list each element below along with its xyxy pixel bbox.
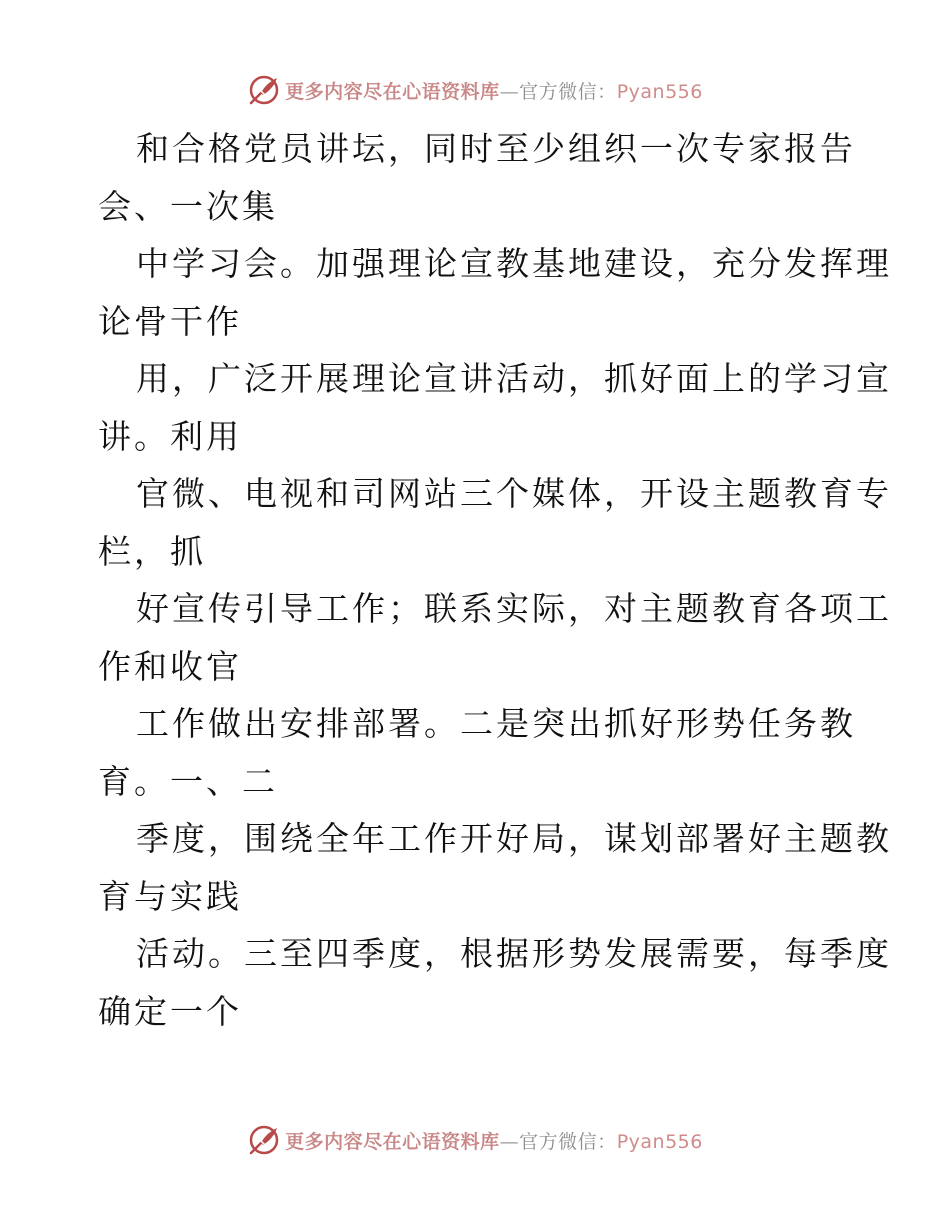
footer-watermark [0,1120,950,1160]
paragraph-line: 季度，围绕全年工作开好局，谋划部署好主题教 [136,819,892,858]
watermark-text: 更多内容尽在心语资料库—官方微信：Pyan556 [285,1130,703,1153]
paragraph-line: 好宣传引导工作；联系实际，对主题教育各项工 [136,589,892,628]
paragraph-line: 活动。三至四季度，根据形势发展需要，每季度 [136,934,892,973]
paragraph-line: 确定一个 [98,991,242,1031]
paragraph-line: 论骨干作 [98,301,242,341]
paragraph-line: 讲。利用 [98,416,242,456]
quill-logo-icon [247,73,281,107]
paragraph [98,350,892,465]
paragraph [98,925,892,1040]
paragraph-line: 官微、电视和司网站三个媒体，开设主题教育专 [136,474,892,513]
quill-logo-icon [247,1123,281,1157]
paragraph-line: 中学习会。加强理论宣教基地建设，充分发挥理 [136,244,892,283]
paragraph-line: 用，广泛开展理论宣讲活动，抓好面上的学习宣 [136,359,892,398]
paragraph [98,235,892,350]
paragraph-line: 作和收官 [98,646,242,686]
paragraph-line: 工作做出安排部署。二是突出抓好形势任务教 [136,704,856,743]
paragraph-line: 和合格党员讲坛，同时至少组织一次专家报告 [136,129,856,168]
paragraph-line: 会、一次集 [98,186,278,226]
paragraph [98,695,858,810]
document-body [98,120,892,1040]
header-watermark [0,70,950,110]
paragraph [98,465,892,580]
paragraph [98,810,892,925]
watermark-text: 更多内容尽在心语资料库—官方微信：Pyan556 [285,80,703,103]
paragraph-line: 栏，抓 [98,531,206,571]
paragraph [98,580,892,695]
paragraph-line: 育与实践 [98,876,242,916]
paragraph-line: 育。一、二 [98,761,278,801]
paragraph [98,120,858,235]
